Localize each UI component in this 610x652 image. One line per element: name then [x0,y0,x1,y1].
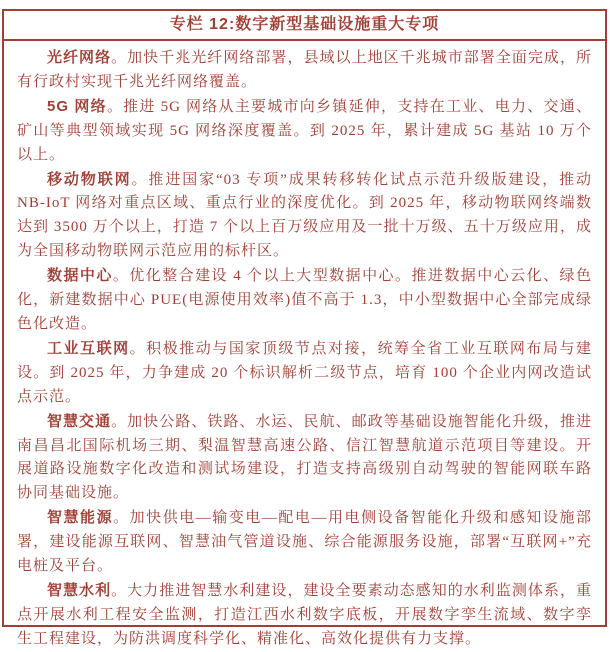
paragraph-text: 。积极推动与国家顶级节点对接，统筹全省工业互联网布局与建设。到 2025 年，力争建成 20 个标识解析二级节点，培育 100 个企业内网改造试点示范。 [17,340,592,405]
paragraph-text: 。加快公路、铁路、水运、民航、邮政等基础设施智能化升级，推进南昌昌北国际机场三期、梨温智慧高速公路、信江智慧航道示范项目等建设。开展道路设施数字化改造和测试场建设，打造支持高级别自动驾驶的智能网联车路协同基础设施。 [17,413,592,502]
paragraph-lead: 数据中心 [47,267,113,285]
paragraph-text: 。加快供电—输变电—配电—用电侧设备智能化升级和感知设施部署，建设能源互联网、智慧油气管道设施、综合能源服务设施，部署“互联网+”充电桩及平台。 [17,510,592,575]
paragraph [17,46,592,95]
paragraph-lead: 光纤网络 [47,49,112,66]
paragraph-lead: 移动物联网 [47,170,132,188]
paragraph-text: 。优化整合建设 4 个以上大型数据中心。推进数据中心云化、绿色化，新建数据中心 PUE(电源使用效率)值不高于 1.3，中小型数据中心全部完成绿色化改造。 [17,268,592,332]
paragraph-text: 。大力推进智慧水利建设，建设全要素动态感知的水利监测体系，重点开展水利工程安全监测，打造江西水利数字底板，开展数字孪生流域、数字孪生工程建设，为防洪调度科学化、精准化、高效化提供有力支撑。 [17,582,592,647]
paragraph-lead: 智慧水利 [47,581,112,599]
paragraph-lead: 智慧能源 [47,509,114,527]
paragraph-lead: 工业互联网 [47,339,130,357]
paragraph-lead: 智慧交通 [47,412,112,430]
paragraph [17,410,592,507]
paragraph-text: 。推进国家“03 专项”成果转移转化试点示范升级版建设，推动 NB-IoT 网络对重点区域、重点行业的深度优化。到 2025 年，移动物联网终端数达到 3500 万个以上，打造 7 个以上百万级应用及一批十万级、五十万级应用，成为全国移动物联网示范应用的标杆区。 [17,171,592,260]
paragraph-text: 。推进 5G 网络从主要城市向乡镇延伸，支持在工业、电力、交通、矿山等典型领域实现 5G 网络深度覆盖。到 2025 年，累计建成 5G 基站 10 万个以上。 [17,98,592,163]
paragraph-text: 。加快千兆光纤网络部署，县域以上地区千兆城市部署全面完成，所有行政村实现千兆光纤网络覆盖。 [17,50,592,90]
special-projects-box [2,9,607,647]
paragraph [17,264,592,337]
paragraph-lead: 5G 网络 [47,97,107,115]
paragraph [17,506,592,579]
paragraph [17,168,592,265]
box-title: 专栏 12:数字新型基础设施重大专项 [4,11,605,41]
paragraph [17,579,592,652]
paragraph [17,337,592,410]
box-body [4,41,605,652]
paragraph [17,95,592,168]
